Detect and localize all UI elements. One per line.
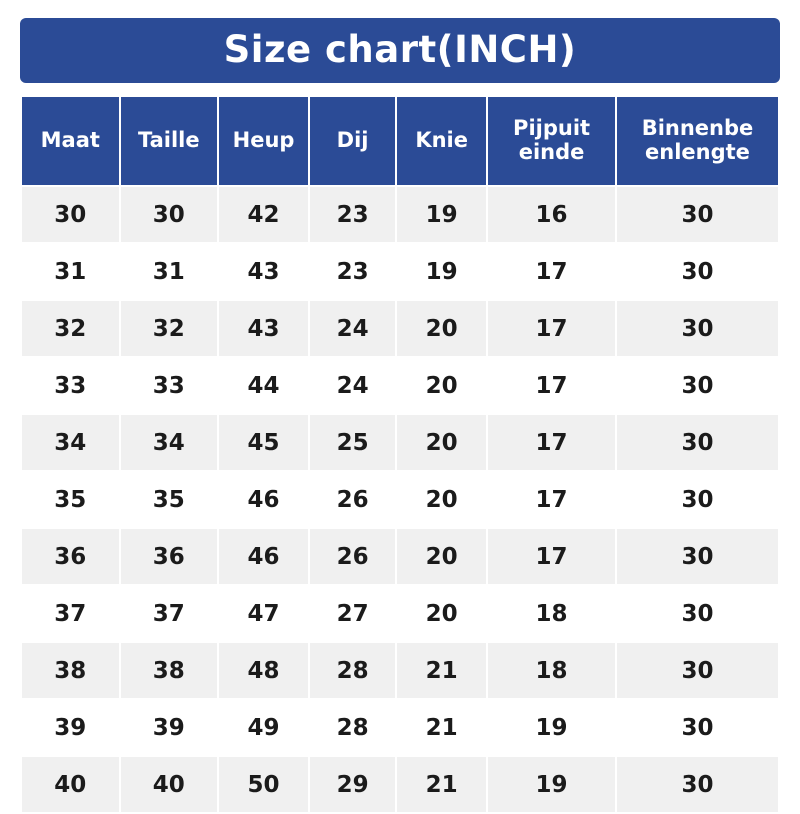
cell-maat: 36	[21, 528, 120, 585]
column-header-pijpuit-einde: Pijpuit einde	[487, 96, 616, 186]
cell-binnenbeenlengte: 30	[616, 186, 779, 243]
cell-maat: 39	[21, 699, 120, 756]
column-header-dij: Dij	[309, 96, 396, 186]
table-header-row	[21, 96, 779, 186]
table-row	[21, 756, 779, 813]
cell-binnenbeenlengte: 30	[616, 243, 779, 300]
cell-binnenbeenlengte: 30	[616, 528, 779, 585]
cell-dij: 28	[309, 699, 396, 756]
cell-pijpuit-einde: 17	[487, 528, 616, 585]
cell-knie: 21	[396, 756, 487, 813]
cell-knie: 19	[396, 243, 487, 300]
cell-dij: 24	[309, 357, 396, 414]
cell-maat: 30	[21, 186, 120, 243]
cell-taille: 33	[120, 357, 219, 414]
cell-taille: 40	[120, 756, 219, 813]
cell-heup: 49	[218, 699, 309, 756]
cell-taille: 36	[120, 528, 219, 585]
cell-taille: 30	[120, 186, 219, 243]
cell-maat: 35	[21, 471, 120, 528]
table-row	[21, 300, 779, 357]
cell-heup: 48	[218, 642, 309, 699]
cell-binnenbeenlengte: 30	[616, 699, 779, 756]
column-header-taille: Taille	[120, 96, 219, 186]
cell-binnenbeenlengte: 30	[616, 300, 779, 357]
table-row	[21, 642, 779, 699]
cell-knie: 20	[396, 528, 487, 585]
cell-taille: 37	[120, 585, 219, 642]
cell-binnenbeenlengte: 30	[616, 471, 779, 528]
cell-dij: 23	[309, 243, 396, 300]
table-row	[21, 414, 779, 471]
cell-maat: 40	[21, 756, 120, 813]
cell-dij: 28	[309, 642, 396, 699]
table-row	[21, 528, 779, 585]
cell-maat: 38	[21, 642, 120, 699]
cell-maat: 32	[21, 300, 120, 357]
cell-binnenbeenlengte: 30	[616, 756, 779, 813]
table-row	[21, 699, 779, 756]
table-row	[21, 243, 779, 300]
page-title-bar	[20, 18, 780, 83]
cell-pijpuit-einde: 17	[487, 357, 616, 414]
cell-heup: 50	[218, 756, 309, 813]
cell-binnenbeenlengte: 30	[616, 585, 779, 642]
table-row	[21, 471, 779, 528]
table-row	[21, 585, 779, 642]
cell-knie: 20	[396, 300, 487, 357]
cell-taille: 38	[120, 642, 219, 699]
cell-dij: 25	[309, 414, 396, 471]
cell-knie: 21	[396, 699, 487, 756]
cell-pijpuit-einde: 18	[487, 585, 616, 642]
cell-knie: 20	[396, 585, 487, 642]
cell-heup: 46	[218, 528, 309, 585]
cell-dij: 26	[309, 471, 396, 528]
column-header-knie: Knie	[396, 96, 487, 186]
cell-heup: 42	[218, 186, 309, 243]
cell-heup: 43	[218, 243, 309, 300]
column-header-heup: Heup	[218, 96, 309, 186]
cell-pijpuit-einde: 18	[487, 642, 616, 699]
table-row	[21, 186, 779, 243]
cell-heup: 46	[218, 471, 309, 528]
cell-dij: 27	[309, 585, 396, 642]
cell-heup: 44	[218, 357, 309, 414]
cell-binnenbeenlengte: 30	[616, 642, 779, 699]
column-header-maat: Maat	[21, 96, 120, 186]
cell-knie: 19	[396, 186, 487, 243]
cell-dij: 29	[309, 756, 396, 813]
cell-knie: 20	[396, 471, 487, 528]
size-chart-table	[20, 95, 780, 814]
cell-taille: 34	[120, 414, 219, 471]
cell-taille: 35	[120, 471, 219, 528]
cell-binnenbeenlengte: 30	[616, 414, 779, 471]
cell-maat: 37	[21, 585, 120, 642]
cell-taille: 31	[120, 243, 219, 300]
table-body	[21, 186, 779, 813]
cell-pijpuit-einde: 19	[487, 699, 616, 756]
cell-pijpuit-einde: 17	[487, 471, 616, 528]
cell-knie: 20	[396, 414, 487, 471]
cell-knie: 20	[396, 357, 487, 414]
cell-taille: 32	[120, 300, 219, 357]
cell-knie: 21	[396, 642, 487, 699]
column-header-binnenbeenlengte: Binnenbe enlengte	[616, 96, 779, 186]
cell-pijpuit-einde: 17	[487, 300, 616, 357]
page-title: Size chart(INCH)	[223, 28, 577, 71]
cell-binnenbeenlengte: 30	[616, 357, 779, 414]
cell-pijpuit-einde: 19	[487, 756, 616, 813]
table-row	[21, 357, 779, 414]
cell-heup: 47	[218, 585, 309, 642]
cell-dij: 23	[309, 186, 396, 243]
cell-pijpuit-einde: 16	[487, 186, 616, 243]
cell-maat: 31	[21, 243, 120, 300]
cell-taille: 39	[120, 699, 219, 756]
cell-dij: 24	[309, 300, 396, 357]
cell-dij: 26	[309, 528, 396, 585]
cell-heup: 43	[218, 300, 309, 357]
cell-maat: 34	[21, 414, 120, 471]
cell-pijpuit-einde: 17	[487, 414, 616, 471]
cell-pijpuit-einde: 17	[487, 243, 616, 300]
cell-maat: 33	[21, 357, 120, 414]
cell-heup: 45	[218, 414, 309, 471]
